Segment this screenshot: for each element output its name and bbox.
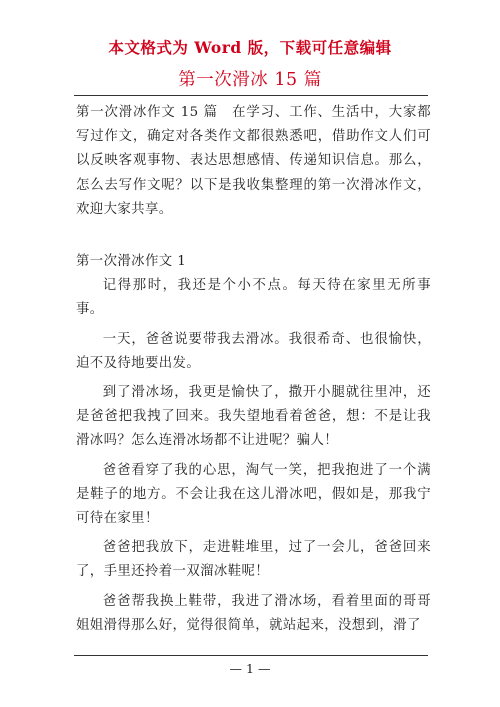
footer-divider: [74, 655, 428, 656]
page-title: 第一次滑冰 15 篇: [178, 70, 322, 90]
body-paragraph: 爸爸帮我换上鞋带，我进了滑冰场，看着里面的哥哥姐姐滑得那么好，觉得很简单，就站起来，没想到，滑了: [76, 593, 431, 633]
paragraph-spacer: [76, 222, 431, 250]
body-paragraph: 记得那时，我还是个小不点。每天待在家里无所事事。: [76, 278, 431, 318]
download-banner: 本文格式为 Word 版，下载可任意编辑: [108, 38, 392, 57]
body-paragraph: 爸爸看穿了我的心思，淘气一笑，把我抱进了一个满是鞋子的地方。不会让我在这儿滑冰吧，假如是，那我宁可待在家里！: [76, 462, 431, 527]
page-number: — 1 —: [229, 661, 271, 676]
section-heading: 第一次滑冰作文 1: [76, 254, 187, 270]
document-body: [76, 101, 431, 638]
body-paragraph: 一天，爸爸说要带我去滑冰。我很希奇、也很愉快，迫不及待地要出发。: [76, 331, 431, 371]
intro-paragraph: 第一次滑冰作文 15 篇 在学习、工作、生活中，大家都写过作文，确定对各类作文都很熟悉吧，借助作文人们可以反映客观事物、表达思想感情、传递知识信息。那么，怎么去写作文呢？以下是我收集整理的第一次滑冰作文，欢迎大家共享。: [76, 105, 431, 217]
header-divider: [74, 95, 428, 96]
body-paragraph: 到了滑冰场，我更是愉快了，撒开小腿就往里冲，还是爸爸把我拽了回来。我失望地看着爸爸，想：不是让我滑冰吗？怎么连滑冰场都不让进呢？骗人！: [76, 385, 431, 449]
body-paragraph: 爸爸把我放下，走进鞋堆里，过了一会儿，爸爸回来了，手里还拎着一双溜冰鞋呢！: [76, 540, 431, 580]
